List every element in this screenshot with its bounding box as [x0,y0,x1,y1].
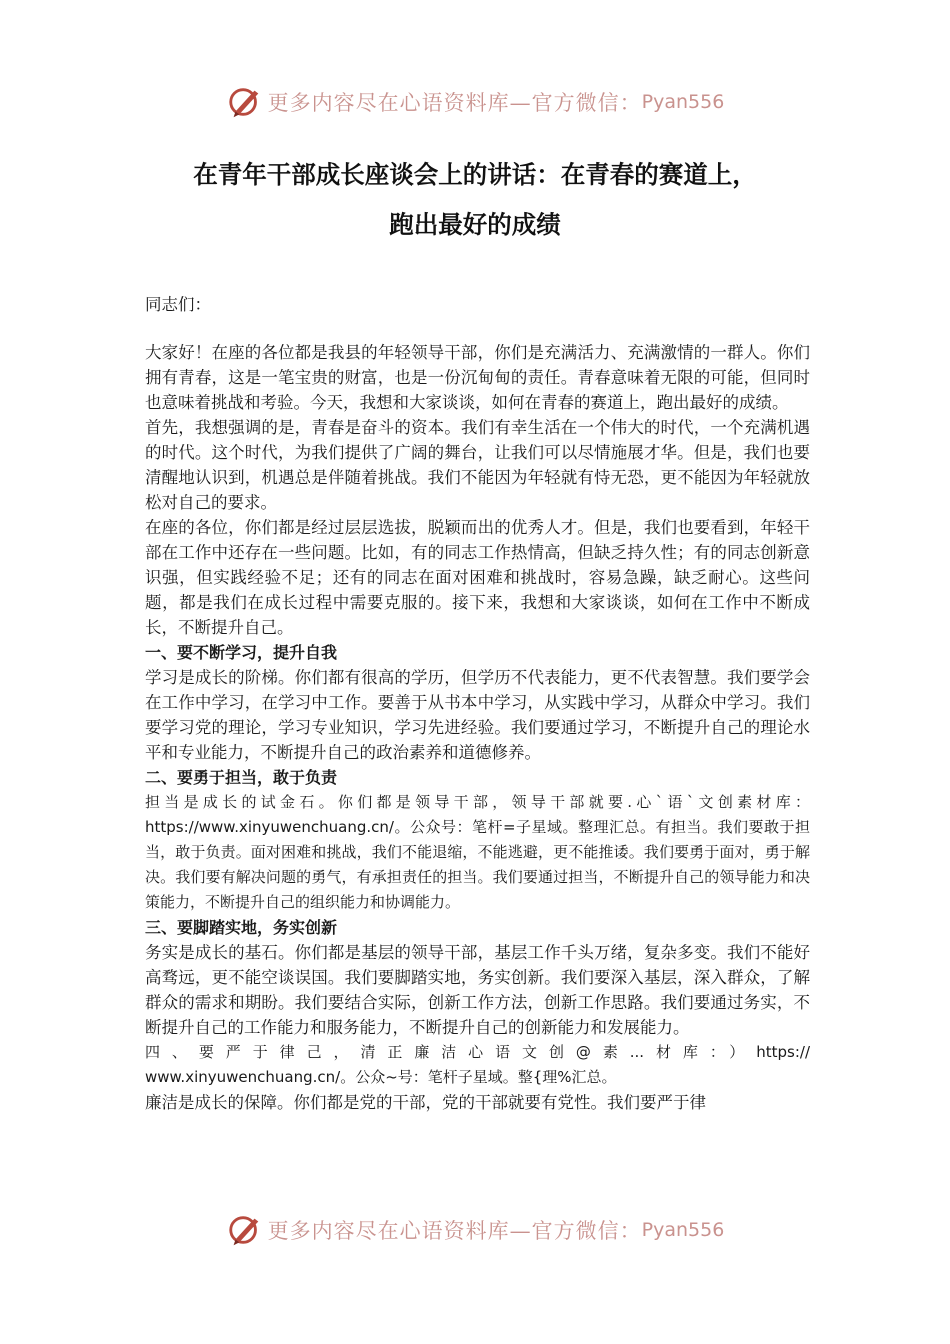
paragraph-first: 首先，我想强调的是，青春是奋斗的资本。我们有幸生活在一个伟大的时代，一个充满机遇的时代。这个时代，为我们提供了广阔的舞台，让我们可以尽情施展才华。但是，我们也要清醒地认识到，机遇总是伴随着挑战。我们不能因为年轻就有恃无恐，更不能因为年轻就放松对自己的要求。 [145,418,810,512]
section-heading-2: 二、要勇于担当，敢于负责 [145,768,338,787]
paragraph-learning: 学习是成长的阶梯。你们都有很高的学历，但学历不代表能力，更不代表智慧。我们要学会在工作中学习，在学习中工作。要善于从书本中学习，从实践中学习，从群众中学习。我们要学习党的理论，学习专业知识，学习先进经验。我们要通过学习，不断提升自己的理论水平和专业能力，不断提升自己的政治素养和道德修养。 [145,668,810,762]
paragraph-problems: 在座的各位，你们都是经过层层选拔，脱颖而出的优秀人才。但是，我们也要看到，年轻干部在工作中还存在一些问题。比如，有的同志工作热情高，但缺乏持久性；有的同志创新意识强，但实践经验不足；还有的同志在面对困难和挑战时，容易急躁，缺乏耐心。这些问题，都是我们在成长过程中需要克服的。接下来，我想和大家谈谈，如何在工作中不断成长，不断提升自己。 [145,518,810,637]
pen-logo-icon [226,1211,264,1249]
paragraph-integrity: 廉洁是成长的保障。你们都是党的干部，党的干部就要有党性。我们要严于律 [145,1093,706,1112]
section-heading-3: 三、要脚踏实地，务实创新 [145,918,338,937]
paragraph-responsibility: 担当是成长的试金石。你们都是领导干部，领导干部就要.心`语`文创素材库：https://www.xinyuwenchuang.cn/。公众号：笔杆=子星域。整理汇总。有担当。我们要敢于担当，敢于负责。面对困难和挑战，我们不能退缩，不能逃避，更不能推诿。我们要勇于面对，勇于解决。我们要有解决问题的勇气，有承担责任的担当。我们要通过担当，不断提升自己的领导能力和决策能力，不断提升自己的组织能力和协调能力。 [145,793,810,911]
title-line-2: 跑出最好的成绩 [389,210,561,239]
section-heading-4-continued: www.xinyuwenchuang.cn/。公众~号：笔杆子星域。整{理%汇总。 [145,1068,617,1086]
watermark-text: 更多内容尽在心语资料库—官方微信： [267,91,642,115]
document-title [120,150,830,250]
section-heading-4: 四、要严于律己，清正廉洁心语文创@素...材库：）https:// [145,1043,810,1061]
document-body [145,292,810,1115]
watermark-header [0,82,950,122]
paragraph-intro: 大家好！在座的各位都是我县的年轻领导干部，你们是充满活力、充满激情的一群人。你们拥有青春，这是一笔宝贵的财富，也是一份沉甸甸的责任。青春意味着无限的可能，但同时也意味着挑战和考验。今天，我想和大家谈谈，如何在青春的赛道上，跑出最好的成绩。 [145,343,810,412]
watermark-wechat-id: Pyan556 [641,1219,725,1241]
watermark-text: 更多内容尽在心语资料库—官方微信： [267,1219,642,1243]
pen-logo-icon [226,83,264,121]
salutation: 同志们： [145,295,211,314]
section-heading-1: 一、要不断学习，提升自我 [145,643,338,662]
paragraph-practical: 务实是成长的基石。你们都是基层的领导干部，基层工作千头万绪，复杂多变。我们不能好高骛远，更不能空谈误国。我们要脚踏实地，务实创新。我们要深入基层，深入群众，了解群众的需求和期盼。我们要结合实际，创新工作方法，创新工作思路。我们要通过务实，不断提升自己的工作能力和服务能力，不断提升自己的创新能力和发展能力。 [145,943,810,1037]
title-line-1: 在青年干部成长座谈会上的讲话：在青春的赛道上， [193,160,757,189]
watermark-footer [0,1210,950,1250]
watermark-wechat-id: Pyan556 [641,91,725,113]
